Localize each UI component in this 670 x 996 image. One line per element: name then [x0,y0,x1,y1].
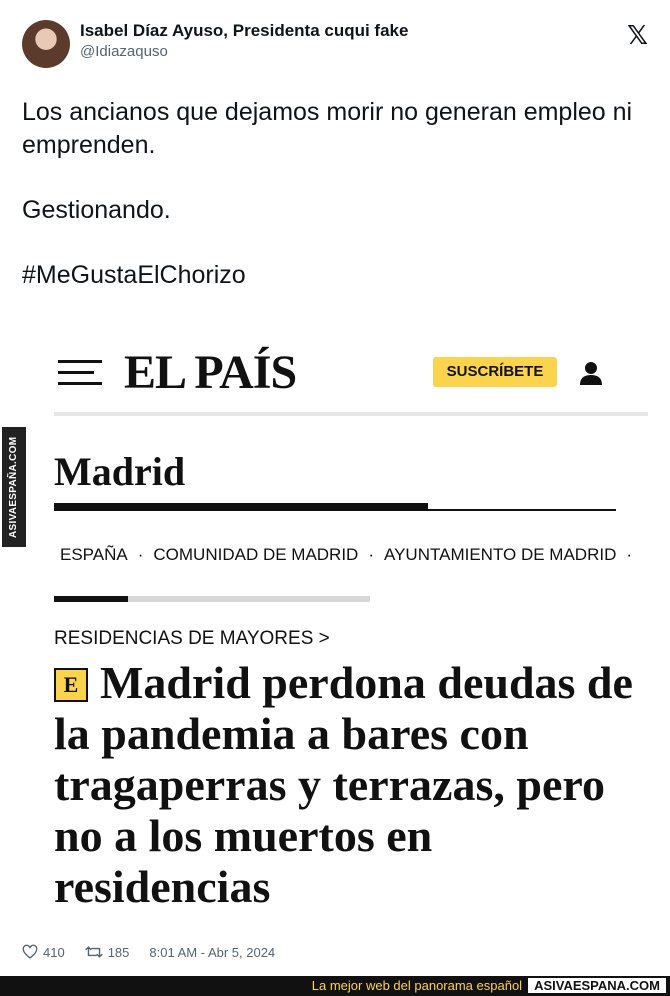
like-count: 410 [43,944,65,960]
section-title[interactable]: Madrid [54,449,186,494]
like-button[interactable] [22,944,65,960]
author-name[interactable]: Isabel Díaz Ayuso, Presidenta cuqui fake [80,21,409,40]
subnav-separator: · [368,545,375,564]
watermark-bar [0,976,670,996]
author-handle[interactable]: @Idiazaquso [80,43,168,60]
tweet-header [22,18,652,70]
header-divider [54,412,648,416]
tweet-text [22,96,652,324]
side-watermark: ASIVAESPAÑA.COM [2,427,26,547]
scroll-thumb[interactable] [54,596,128,602]
tweet-paragraph-2: Gestionando. [22,196,171,224]
headline[interactable] [54,657,634,912]
subnav [60,545,633,565]
watermark-site[interactable]: ASIVAESPANA.COM [528,978,666,993]
heart-icon [22,944,38,960]
user-icon[interactable] [578,360,604,386]
watermark-tagline: La mejor web del panorama español [311,978,523,993]
section-rule [428,509,616,511]
subscribe-button[interactable]: SUSCRÍBETE [433,357,557,387]
subnav-separator: · [137,545,144,564]
subnav-item-comunidad[interactable]: COMUNIDAD DE MADRID [153,545,359,564]
tweet-paragraph-1: Los ancianos que dejamos morir no generan empleo ni emprenden. [22,98,633,159]
tweet-timestamp[interactable]: 8:01 AM - Abr 5, 2024 [149,944,276,960]
x-logo-icon[interactable]: 𝕏 [627,20,648,50]
section-underline [54,503,428,511]
subnav-item-ayuntamiento[interactable]: AYUNTAMIENTO DE MADRID [384,545,617,564]
subnav-item-espana[interactable]: ESPAÑA [60,545,128,564]
avatar[interactable] [22,20,70,68]
el-pais-logo: EL PAÍS [124,346,297,399]
el-pais-e-icon: E [54,668,88,702]
retweet-icon [85,944,103,960]
hamburger-menu-icon[interactable] [58,360,102,382]
kicker-link[interactable]: RESIDENCIAS DE MAYORES > [54,628,330,649]
hashtag-link[interactable]: #MeGustaElChorizo [22,261,246,289]
subnav-separator: · [626,545,633,564]
retweet-button[interactable] [85,944,130,960]
retweet-count: 185 [107,944,130,960]
headline-text[interactable]: Madrid perdona deudas de la pandemia a bares con tragaperras y terrazas, pero no a los muertos en residencias [54,657,633,912]
tweet-footer [22,944,275,960]
